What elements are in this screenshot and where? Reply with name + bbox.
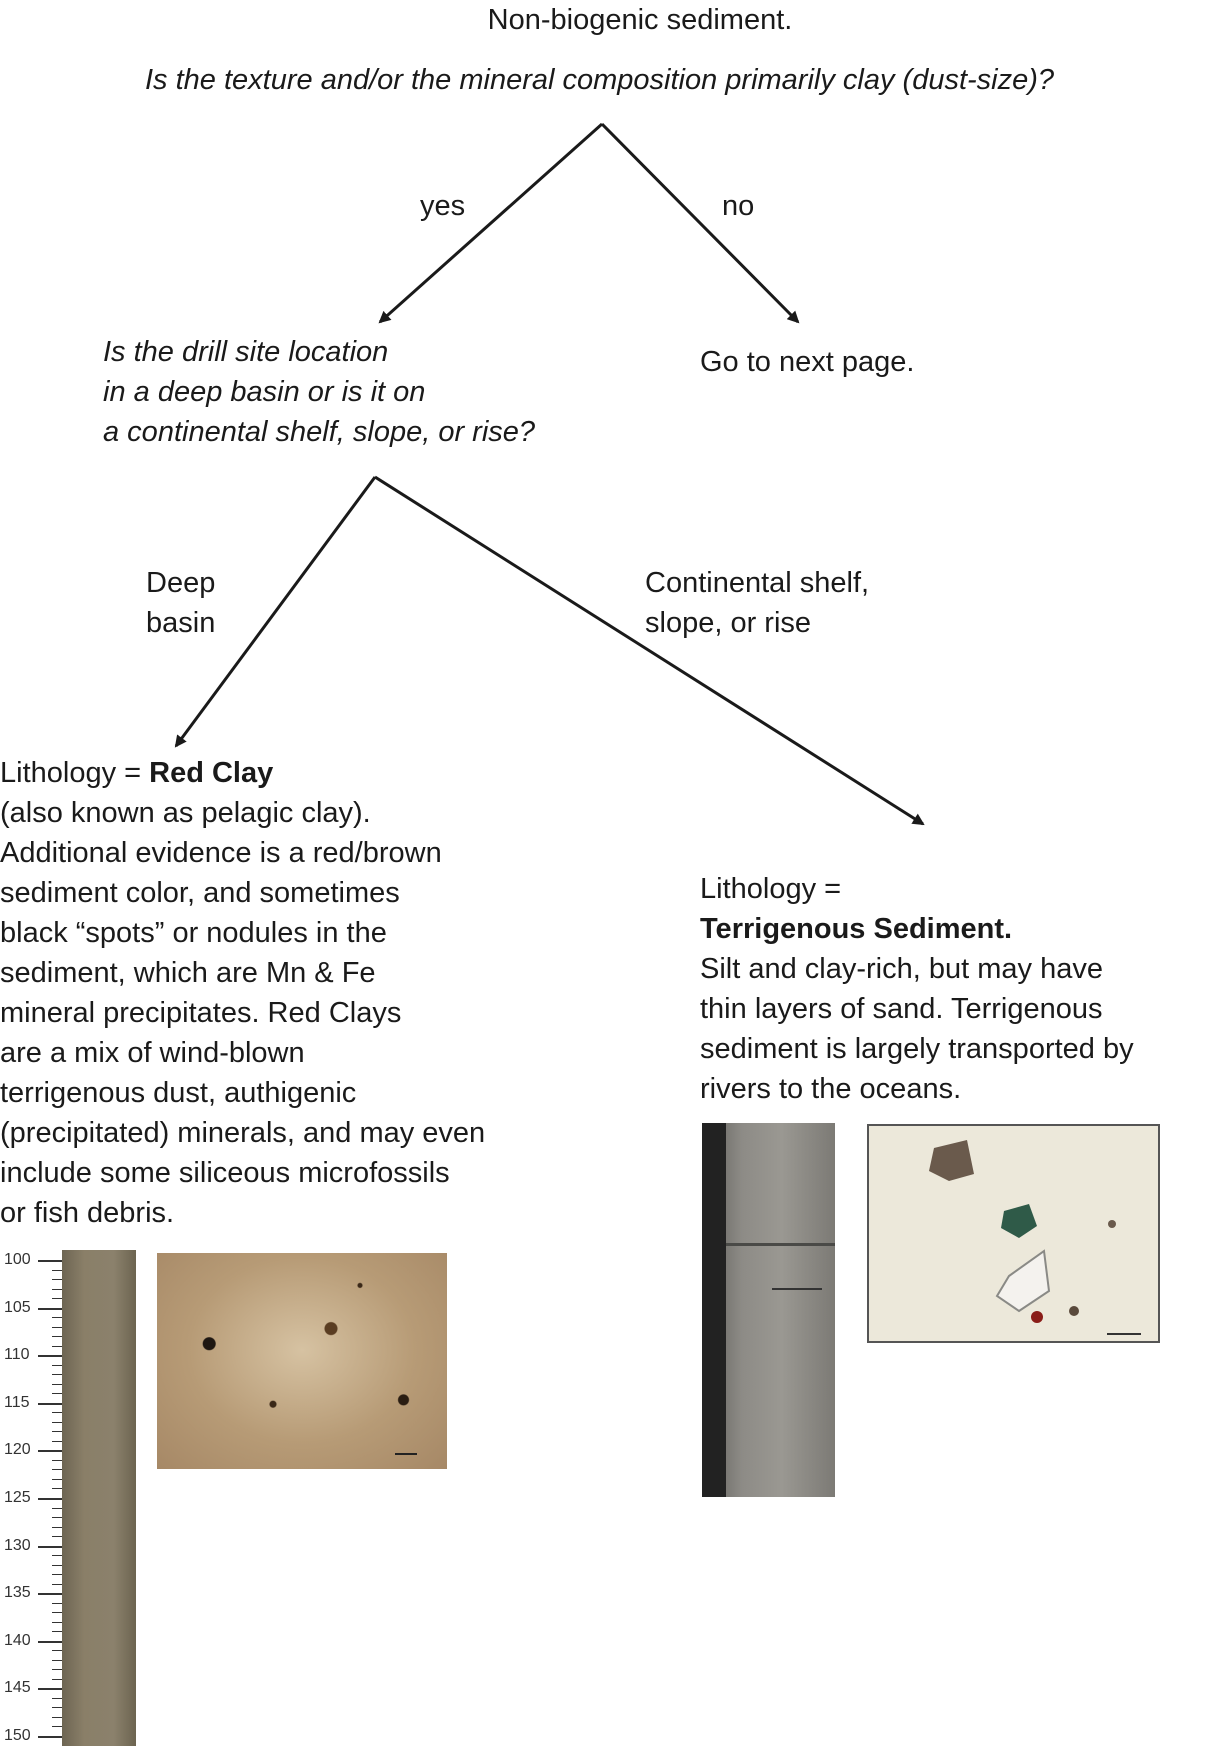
scale-minor-tick	[52, 1384, 62, 1385]
branch-yes-label: yes	[420, 190, 466, 222]
scale-minor-tick	[52, 1441, 62, 1442]
terrigenous-description	[700, 869, 1134, 1109]
red-clay-micrograph	[157, 1253, 447, 1469]
desc-line: sediment, which are Mn & Fe	[0, 957, 376, 989]
red-clay-name: Red Clay	[149, 757, 274, 789]
desc-line: sediment color, and sometimes	[0, 877, 400, 909]
scale-minor-tick	[52, 1669, 62, 1670]
top-question: Is the texture and/or the mineral composition primarily clay (dust-size)?	[145, 64, 1055, 96]
scale-minor-tick	[52, 1298, 62, 1299]
scale-tick-label: 135	[4, 1584, 31, 1602]
go-next-page: Go to next page.	[700, 346, 915, 378]
scale-minor-tick	[52, 1317, 62, 1318]
scale-minor-tick	[52, 1612, 62, 1613]
scale-minor-tick	[52, 1698, 62, 1699]
scale-minor-tick	[52, 1374, 62, 1375]
question-line: in a deep basin or is it on	[103, 376, 426, 408]
scale-tick-label: 110	[4, 1346, 30, 1364]
scale-minor-tick	[52, 1527, 62, 1528]
scale-major-tick	[38, 1260, 62, 1262]
desc-line: (also known as pelagic clay).	[0, 797, 371, 829]
scale-minor-tick	[52, 1517, 62, 1518]
depth-scale	[0, 1250, 62, 1746]
red-clay-description	[0, 753, 485, 1233]
scale-minor-tick	[52, 1679, 62, 1680]
terrigenous-core-photo	[702, 1123, 835, 1497]
label-line: Deep	[146, 567, 216, 599]
scale-tick-label: 120	[4, 1441, 31, 1459]
scale-minor-tick	[52, 1726, 62, 1727]
drill-site-question	[103, 332, 535, 452]
scale-minor-tick	[52, 1422, 62, 1423]
scale-tick-label: 125	[4, 1489, 31, 1506]
terrigenous-micrograph	[867, 1124, 1160, 1343]
arrow-no	[602, 124, 798, 322]
scale-minor-tick	[52, 1631, 62, 1632]
micrograph-grains	[869, 1126, 1160, 1343]
scale-tick-label: 105	[4, 1298, 31, 1316]
scale-minor-tick	[52, 1565, 62, 1566]
scale-major-tick	[38, 1546, 62, 1548]
desc-line: are a mix of wind-blown	[0, 1037, 305, 1069]
scale-minor-tick	[52, 1460, 62, 1461]
scale-minor-tick	[52, 1346, 62, 1347]
label-line: slope, or rise	[645, 607, 812, 639]
scale-tick-label: 150	[4, 1727, 31, 1744]
lithology-prefix: Lithology =	[0, 757, 150, 789]
scale-major-tick	[38, 1736, 62, 1738]
scale-minor-tick	[52, 1488, 62, 1489]
desc-line: thin layers of sand. Terrigenous	[700, 993, 1103, 1025]
desc-line: black “spots” or nodules in the	[0, 917, 387, 949]
desc-line: rivers to the oceans.	[700, 1073, 962, 1105]
lithology-prefix: Lithology =	[700, 873, 842, 905]
scale-minor-tick	[52, 1650, 62, 1651]
scale-minor-tick	[52, 1536, 62, 1537]
desc-line: terrigenous dust, authigenic	[0, 1077, 357, 1109]
deep-basin-label	[146, 563, 215, 643]
desc-line: (precipitated) minerals, and may even	[0, 1117, 486, 1149]
question-line: a continental shelf, slope, or rise?	[103, 416, 536, 448]
scale-minor-tick	[52, 1707, 62, 1708]
scale-major-tick	[38, 1450, 62, 1452]
arrow-yes	[380, 124, 602, 322]
scale-minor-tick	[52, 1289, 62, 1290]
scale-minor-tick	[52, 1279, 62, 1280]
desc-line: Silt and clay-rich, but may have	[700, 953, 1103, 985]
desc-line: Additional evidence is a red/brown	[0, 837, 442, 869]
scale-minor-tick	[52, 1555, 62, 1556]
scale-minor-tick	[52, 1365, 62, 1366]
scale-major-tick	[38, 1593, 62, 1595]
scale-major-tick	[38, 1355, 62, 1357]
scale-minor-tick	[52, 1584, 62, 1585]
scale-minor-tick	[52, 1660, 62, 1661]
scale-minor-tick	[52, 1336, 62, 1337]
scale-minor-tick	[52, 1270, 62, 1271]
scale-minor-tick	[52, 1431, 62, 1432]
label-line: basin	[146, 607, 216, 639]
question-line: Is the drill site location	[103, 336, 389, 368]
scale-tick-label: 100	[4, 1251, 31, 1268]
top-title: Non-biogenic sediment.	[487, 4, 793, 36]
scale-minor-tick	[52, 1717, 62, 1718]
scale-minor-tick	[52, 1603, 62, 1604]
scale-minor-tick	[52, 1479, 62, 1480]
label-line: Continental shelf,	[645, 567, 870, 599]
scale-minor-tick	[52, 1393, 62, 1394]
desc-line: or fish debris.	[0, 1197, 175, 1229]
scale-major-tick	[38, 1641, 62, 1643]
desc-line: sediment is largely transported by	[700, 1033, 1134, 1065]
scale-tick-label: 140	[4, 1631, 31, 1649]
scale-minor-tick	[52, 1574, 62, 1575]
scale-tick-label: 145	[4, 1679, 31, 1697]
scale-major-tick	[38, 1498, 62, 1500]
scale-major-tick	[38, 1403, 62, 1405]
scale-minor-tick	[52, 1622, 62, 1623]
scale-minor-tick	[52, 1412, 62, 1413]
desc-line: mineral precipitates. Red Clays	[0, 997, 402, 1029]
continental-label	[645, 563, 869, 643]
scale-major-tick	[38, 1308, 62, 1310]
branch-no-label: no	[722, 190, 755, 222]
scale-minor-tick	[52, 1469, 62, 1470]
terrigenous-name: Terrigenous Sediment.	[700, 913, 1013, 945]
scale-minor-tick	[52, 1508, 62, 1509]
scale-minor-tick	[52, 1327, 62, 1328]
scale-tick-label: 130	[4, 1536, 31, 1554]
red-clay-core-photo	[62, 1250, 136, 1746]
scale-major-tick	[38, 1688, 62, 1690]
desc-line: include some siliceous microfossils	[0, 1157, 450, 1189]
scale-tick-label: 115	[4, 1393, 30, 1411]
